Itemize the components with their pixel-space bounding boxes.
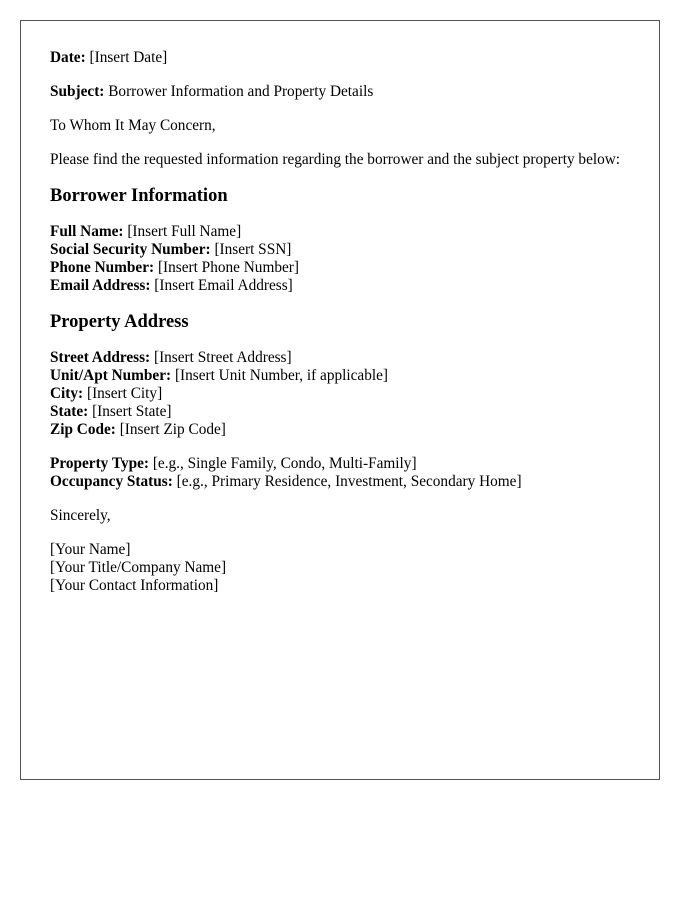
subject-label: Subject:: [50, 83, 105, 100]
field-label: Occupancy Status:: [50, 473, 173, 490]
property-type-field: [50, 455, 635, 473]
zip-field: [50, 421, 635, 439]
field-value: [Insert State]: [92, 403, 172, 420]
date-value: [Insert Date]: [89, 49, 168, 66]
street-field: [50, 349, 635, 367]
field-label: Social Security Number:: [50, 241, 211, 258]
letter-content: [50, 49, 635, 611]
field-value: [Insert Full Name]: [127, 223, 242, 240]
signature-block: [50, 541, 635, 595]
signature-contact: [Your Contact Information]: [50, 577, 219, 594]
field-label: Zip Code:: [50, 421, 116, 438]
field-label: Property Type:: [50, 455, 149, 472]
field-label: Phone Number:: [50, 259, 155, 276]
field-label: Full Name:: [50, 223, 124, 240]
state-field: [50, 403, 635, 421]
field-value: [Insert SSN]: [214, 241, 292, 258]
phone-field: [50, 259, 635, 277]
date-line: [50, 49, 635, 67]
field-value: [Insert Street Address]: [153, 349, 292, 366]
field-label: Unit/Apt Number:: [50, 367, 172, 384]
date-label: Date:: [50, 49, 86, 66]
field-label: State:: [50, 403, 89, 420]
letter-page: [20, 20, 660, 780]
property-heading: Property Address: [50, 312, 189, 332]
field-value: [e.g., Primary Residence, Investment, Secondary Home]: [176, 473, 522, 490]
unit-field: [50, 367, 635, 385]
field-value: [e.g., Single Family, Condo, Multi-Family]: [152, 455, 417, 472]
occupancy-status-field: [50, 473, 635, 491]
field-label: Email Address:: [50, 277, 151, 294]
field-value: [Insert City]: [86, 385, 163, 402]
signature-title: [Your Title/Company Name]: [50, 559, 227, 576]
email-field: [50, 277, 635, 295]
subject-line: [50, 83, 635, 101]
borrower-fields: [50, 223, 635, 295]
property-details: [50, 455, 635, 491]
subject-value: Borrower Information and Property Details: [108, 83, 374, 100]
field-value: [Insert Unit Number, if applicable]: [174, 367, 388, 384]
field-label: City:: [50, 385, 84, 402]
intro-paragraph: Please find the requested information regarding the borrower and the subject property below:: [50, 151, 621, 168]
borrower-heading: Borrower Information: [50, 186, 228, 206]
field-value: [Insert Phone Number]: [157, 259, 299, 276]
signature-name: [Your Name]: [50, 541, 131, 558]
full-name-field: [50, 223, 635, 241]
field-value: [Insert Email Address]: [154, 277, 293, 294]
field-label: Street Address:: [50, 349, 151, 366]
salutation: To Whom It May Concern,: [50, 117, 216, 134]
field-value: [Insert Zip Code]: [119, 421, 226, 438]
city-field: [50, 385, 635, 403]
property-address-fields: [50, 349, 635, 439]
ssn-field: [50, 241, 635, 259]
closing: Sincerely,: [50, 507, 111, 524]
